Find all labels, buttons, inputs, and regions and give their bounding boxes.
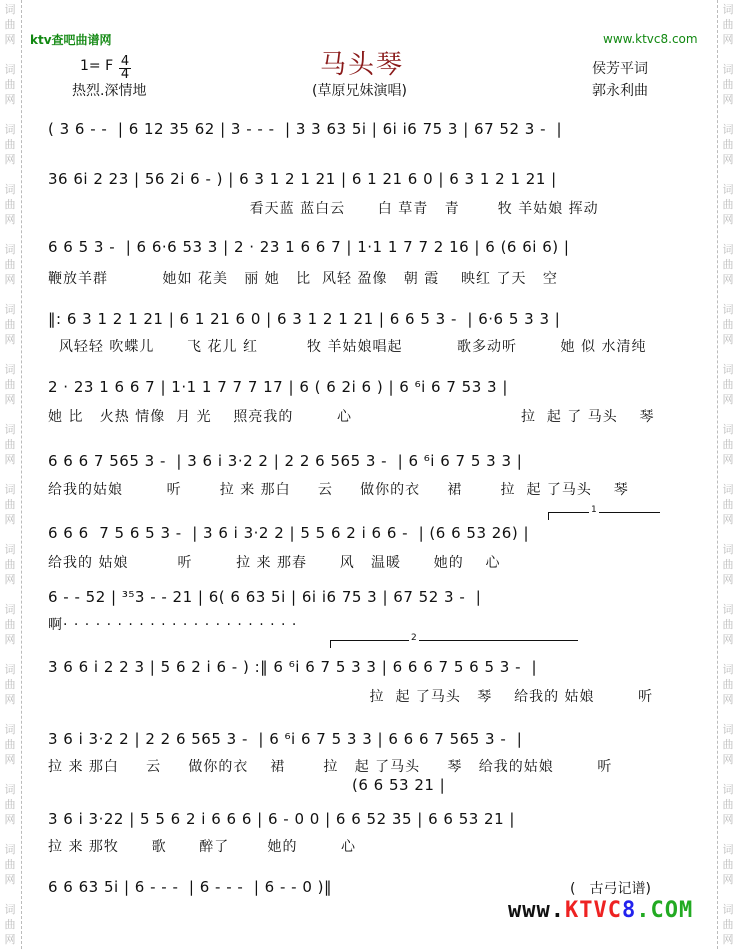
watermark-char: 曲	[4, 498, 16, 511]
lyrics: 啊· · · · · · · · · · · · · · · · · · · · · ·	[48, 617, 298, 633]
watermark-char: 网	[4, 453, 16, 466]
watermark-char: 网	[722, 33, 734, 46]
watermark-char: 曲	[4, 198, 16, 211]
watermark-char: 词	[722, 483, 734, 496]
watermark-char: 曲	[722, 918, 734, 931]
lyrics: 她 比 火热 情像 月 光 照亮我的 心 拉 起 了 马头 琴	[48, 409, 655, 425]
watermark-char: 词	[722, 603, 734, 616]
song-title: 马头琴	[320, 50, 405, 80]
left-watermark-column	[0, 0, 22, 949]
watermark-char: 曲	[722, 18, 734, 31]
watermark-char: 曲	[4, 738, 16, 751]
song-subtitle: (草原兄妹演唱)	[312, 83, 407, 99]
notation: ‖: 6 3 1 2 1 21 | 6 1 21 6 0 | 6 3 1 2 1 21 | 6 6 5 3 - | 6·6 5 3 3 |	[48, 310, 561, 328]
lyrics: 鞭放羊群 她如 花美 丽 她 比 风轻 盈像 朝 霞 映红 了天 空	[48, 271, 558, 287]
lyrics: 拉 起 了马头 琴 给我的 姑娘 听	[48, 689, 654, 705]
watermark-char: 词	[722, 303, 734, 316]
watermark-char: 网	[722, 93, 734, 106]
watermark-char: 曲	[722, 678, 734, 691]
watermark-char: 网	[4, 753, 16, 766]
volta-bracket-2	[330, 633, 578, 648]
volta-2-label: 2	[411, 633, 417, 643]
logo-part-com: .COM	[636, 898, 694, 923]
watermark-char: 曲	[4, 438, 16, 451]
site-name: ktv查吧曲谱网	[30, 33, 112, 47]
watermark-char: 曲	[722, 438, 734, 451]
watermark-char: 词	[4, 183, 16, 196]
watermark-char: 曲	[722, 318, 734, 331]
watermark-char: 词	[722, 123, 734, 136]
watermark-char: 词	[722, 3, 734, 16]
watermark-char: 网	[722, 273, 734, 286]
notation: 6 6 63 5i | 6 - - - | 6 - - - | 6 - - 0 )‖	[48, 878, 333, 896]
watermark-char: 曲	[722, 198, 734, 211]
key-signature: 1= F	[80, 58, 114, 74]
watermark-char: 网	[722, 513, 734, 526]
watermark-char: 网	[722, 633, 734, 646]
watermark-char: 曲	[4, 558, 16, 571]
watermark-char: 网	[4, 33, 16, 46]
watermark-char: 曲	[722, 618, 734, 631]
watermark-char: 网	[722, 153, 734, 166]
notation: 3 6 i 3·2 2 | 2 2 6 565 3 - | 6 ⁶i 6 7 5 3 3 | 6 6 6 7 565 3 - |	[48, 730, 523, 748]
watermark-char: 网	[722, 213, 734, 226]
watermark-char: 网	[4, 933, 16, 946]
watermark-char: 词	[4, 483, 16, 496]
watermark-char: 网	[722, 753, 734, 766]
lyrics: 拉 来 那白 云 做你的衣 裙 拉 起 了马头 琴 给我的姑娘 听	[48, 759, 613, 775]
notation: ( 3 6 - - | 6 12 35 62 | 3 - - - | 3 3 63 5i | 6i i6 75 3 | 67 52 3 - |	[48, 120, 563, 138]
watermark-char: 词	[4, 903, 16, 916]
watermark-char: 词	[722, 423, 734, 436]
watermark-char: 词	[4, 543, 16, 556]
watermark-char: 词	[4, 843, 16, 856]
watermark-char: 曲	[722, 258, 734, 271]
notation: 3 6 i 3·22 | 5 5 6 2 i 6 6 6 | 6 - 0 0 | 6 6 52 35 | 6 6 53 21 |	[48, 810, 515, 828]
watermark-char: 曲	[4, 798, 16, 811]
lyrics: 给我的 姑娘 听 拉 来 那春 风 温暖 她的 心	[48, 555, 501, 571]
watermark-char: 曲	[722, 498, 734, 511]
watermark-char: 词	[722, 243, 734, 256]
watermark-char: 词	[722, 363, 734, 376]
logo-part-ktvc: KTVC	[564, 898, 622, 923]
watermark-char: 曲	[722, 858, 734, 871]
watermark-char: 网	[722, 333, 734, 346]
site-url[interactable]: www.ktvc8.com	[603, 32, 698, 46]
watermark-char: 网	[4, 393, 16, 406]
watermark-char: 网	[4, 633, 16, 646]
watermark-char: 曲	[4, 378, 16, 391]
watermark-char: 网	[722, 453, 734, 466]
watermark-char: 曲	[4, 618, 16, 631]
watermark-char: 词	[4, 603, 16, 616]
watermark-char: 网	[722, 933, 734, 946]
watermark-char: 词	[4, 63, 16, 76]
watermark-char: 词	[4, 243, 16, 256]
notation: 3 6 6 i 2 2 3 | 5 6 2 i 6 - ) :‖ 6 ⁶i 6 7 5 3 3 | 6 6 6 7 5 6 5 3 - |	[48, 658, 538, 676]
watermark-char: 曲	[4, 858, 16, 871]
watermark-char: 曲	[722, 138, 734, 151]
time-numerator: 4	[120, 54, 130, 69]
volta-bracket-1	[548, 505, 660, 520]
notation: 2 · 23 1 6 6 7 | 1·1 1 7 7 7 17 | 6 ( 6 2i 6 ) | 6 ⁶i 6 7 53 3 |	[48, 378, 508, 396]
watermark-char: 网	[4, 273, 16, 286]
watermark-char: 词	[722, 663, 734, 676]
watermark-char: 曲	[4, 258, 16, 271]
watermark-char: 曲	[722, 558, 734, 571]
footer-logo[interactable]	[508, 898, 693, 923]
watermark-char: 网	[722, 393, 734, 406]
watermark-char: 词	[4, 303, 16, 316]
watermark-char: 词	[4, 3, 16, 16]
watermark-char: 网	[722, 813, 734, 826]
watermark-char: 网	[722, 873, 734, 886]
watermark-char: 网	[4, 513, 16, 526]
watermark-char: 曲	[4, 318, 16, 331]
logo-part-www: www.	[508, 898, 565, 923]
time-denominator: 4	[120, 67, 130, 82]
watermark-char: 网	[4, 153, 16, 166]
watermark-char: 网	[4, 213, 16, 226]
alternate-notation: (6 6 53 21 |	[352, 776, 446, 794]
watermark-char: 网	[722, 693, 734, 706]
watermark-char: 词	[4, 723, 16, 736]
watermark-char: 词	[722, 903, 734, 916]
notation: 6 6 6 7 565 3 - | 3 6 i 3·2 2 | 2 2 6 565 3 - | 6 ⁶i 6 7 5 3 3 |	[48, 452, 523, 470]
transcriber-credit: ( 古弓记谱)	[570, 881, 651, 897]
composer: 郭永利曲	[592, 83, 648, 99]
watermark-char: 词	[4, 123, 16, 136]
watermark-char: 词	[4, 663, 16, 676]
watermark-char: 曲	[4, 18, 16, 31]
watermark-char: 网	[4, 333, 16, 346]
notation: 36 6i 2 23 | 56 2i 6 - ) | 6 3 1 2 1 21 | 6 1 21 6 0 | 6 3 1 2 1 21 |	[48, 170, 557, 188]
watermark-char: 网	[4, 93, 16, 106]
watermark-char: 词	[722, 63, 734, 76]
watermark-char: 词	[722, 783, 734, 796]
watermark-char: 网	[4, 693, 16, 706]
watermark-char: 词	[4, 423, 16, 436]
watermark-char: 曲	[722, 798, 734, 811]
watermark-char: 网	[4, 873, 16, 886]
tempo-marking: 热烈.深情地	[72, 83, 147, 99]
volta-1-label: 1	[591, 505, 597, 515]
watermark-char: 曲	[4, 78, 16, 91]
lyrics: 风轻轻 吹蝶儿 飞 花儿 红 牧 羊姑娘唱起 歌多动听 她 似 水清纯	[48, 339, 647, 355]
notation: 6 - - 52 | ³⁵3 - - 21 | 6( 6 63 5i | 6i i6 75 3 | 67 52 3 - |	[48, 588, 482, 606]
right-watermark-column	[717, 0, 739, 949]
watermark-char: 网	[722, 573, 734, 586]
watermark-char: 词	[722, 543, 734, 556]
watermark-char: 曲	[722, 378, 734, 391]
watermark-char: 曲	[4, 678, 16, 691]
watermark-char: 词	[4, 363, 16, 376]
lyrics: 拉 来 那牧 歌 醉了 她的 心	[48, 839, 357, 855]
time-signature	[119, 56, 131, 81]
watermark-char: 词	[4, 783, 16, 796]
watermark-char: 曲	[722, 78, 734, 91]
watermark-char: 曲	[722, 738, 734, 751]
notation: 6 6 6 7 5 6 5 3 - | 3 6 i 3·2 2 | 5 5 6 2 i 6 6 - | (6 6 53 26) |	[48, 524, 530, 542]
lyricist: 侯芳平词	[592, 61, 648, 77]
watermark-char: 曲	[4, 918, 16, 931]
watermark-char: 词	[722, 723, 734, 736]
watermark-char: 词	[722, 183, 734, 196]
watermark-char: 词	[722, 843, 734, 856]
notation: 6 6 5 3 - | 6 6·6 53 3 | 2 · 23 1 6 6 7 | 1·1 1 7 7 2 16 | 6 (6 6i 6) |	[48, 238, 570, 256]
lyrics: 给我的姑娘 听 拉 来 那白 云 做你的衣 裙 拉 起 了马头 琴	[48, 482, 629, 498]
lyrics: 看天蓝 蓝白云 白 草青 青 牧 羊姑娘 挥动	[48, 201, 599, 217]
logo-part-8: 8	[621, 898, 637, 923]
watermark-char: 网	[4, 573, 16, 586]
watermark-char: 曲	[4, 138, 16, 151]
watermark-char: 网	[4, 813, 16, 826]
